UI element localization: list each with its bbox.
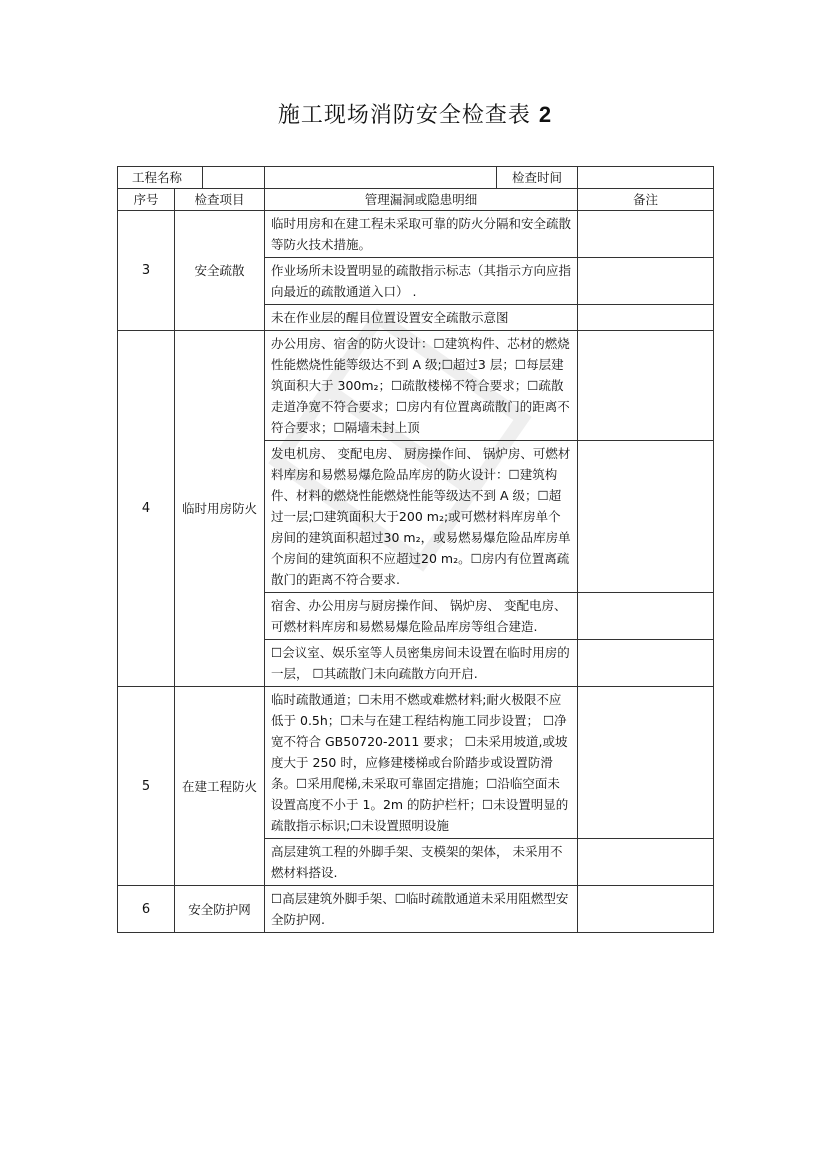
detail-cell: 发电机房、 变配电房、 厨房操作间、 锅炉房、可燃材料库房和易燃易爆危险品库房的防火设计：☐建筑构件、材料的燃烧性能燃烧性能等级达不到 A 级；☐超过一层;☐建筑面积大于200 m₂;或可燃材料库房单个房间的建筑面积超过30 m₂，或易燃易爆危险品库房单个房间的建筑面积不应超过20 m₂。☐房内有位置离疏散门的距离不符合要求. [265,441,578,593]
remark-cell[interactable] [578,258,714,305]
item-cell: 安全防护网 [175,886,265,933]
header-detail: 管理漏洞或隐患明细 [265,189,578,211]
check-time-value[interactable] [578,167,714,189]
table-row [118,886,714,933]
project-name-label-text: 工程名称 [132,170,183,185]
header-row [118,189,714,211]
seq-cell: 4 [118,331,175,687]
item-cell: 在建工程防火 [175,687,265,886]
detail-cell: 作业场所未设置明显的疏散指示标志（其指示方向应指向最近的疏散通道入口） . [265,258,578,305]
remark-cell[interactable] [578,886,714,933]
header-item: 检查项目 [175,189,265,211]
remark-cell[interactable] [578,640,714,687]
check-time-label [496,167,577,188]
inspection-table [117,166,714,933]
seq-cell: 5 [118,687,175,886]
remark-cell[interactable] [578,687,714,839]
detail-cell: 临时疏散通道；☐未用不燃或难燃材料;耐火极限不应低于 0.5h；☐未与在建工程结构施工同步设置； ☐净宽不符合 GB50720-2011 要求； ☐未采用坡道,或坡度大于 250 时，应修建楼梯或台阶踏步或设置防滑条。☐采用爬梯,未采取可靠固定措施；☐沿临空面未设置高度不小于 1。2m 的防护栏杆；☐未设置明显的疏散指示标识;☐未设置照明设施 [265,687,578,839]
check-time-label-text: 检查时间 [512,170,563,185]
remark-cell[interactable] [578,593,714,640]
remark-cell[interactable] [578,839,714,886]
title-number: 2 [538,102,553,127]
detail-cell: 未在作业层的醒目位置设置安全疏散示意图 [265,305,578,331]
detail-cell: ☐高层建筑外脚手架、☐临时疏散通道未采用阻燃型安全防护网. [265,886,578,933]
project-name-field[interactable] [265,167,578,189]
remark-cell[interactable] [578,211,714,258]
table-row [118,331,714,441]
detail-cell: 临时用房和在建工程未采取可靠的防火分隔和安全疏散等防火技术措施。 [265,211,578,258]
title-text: 施工现场消防安全检查表 [277,103,531,128]
detail-cell: 高层建筑工程的外脚手架、支模架的架体， 未采用不燃材料搭设. [265,839,578,886]
seq-cell: 6 [118,886,175,933]
project-name-label [118,167,265,189]
item-cell: 安全疏散 [175,211,265,331]
page-title [0,98,830,129]
item-cell: 临时用房防火 [175,331,265,687]
info-row [118,167,714,189]
detail-cell: 宿舍、办公用房与厨房操作间、 锅炉房、 变配电房、可燃材料库房和易燃易爆危险品库房等组合建造. [265,593,578,640]
project-name-value[interactable] [202,167,264,188]
detail-cell: ☐会议室、娱乐室等人员密集房间未设置在临时用房的一层， ☐其疏散门未向疏散方向开启. [265,640,578,687]
table-row [118,687,714,839]
header-remark: 备注 [578,189,714,211]
table-row [118,211,714,258]
detail-cell: 办公用房、宿舍的防火设计：☐建筑构件、芯材的燃烧性能燃烧性能等级达不到 A 级;☐超过3 层；☐每层建筑面积大于 300m₂；☐疏散楼梯不符合要求；☐疏散走道净宽不符合要求；☐房内有位置离疏散门的距离不符合要求；☐隔墙未封上顶 [265,331,578,441]
seq-cell: 3 [118,211,175,331]
header-seq: 序号 [118,189,175,211]
remark-cell[interactable] [578,441,714,593]
remark-cell[interactable] [578,331,714,441]
remark-cell[interactable] [578,305,714,331]
